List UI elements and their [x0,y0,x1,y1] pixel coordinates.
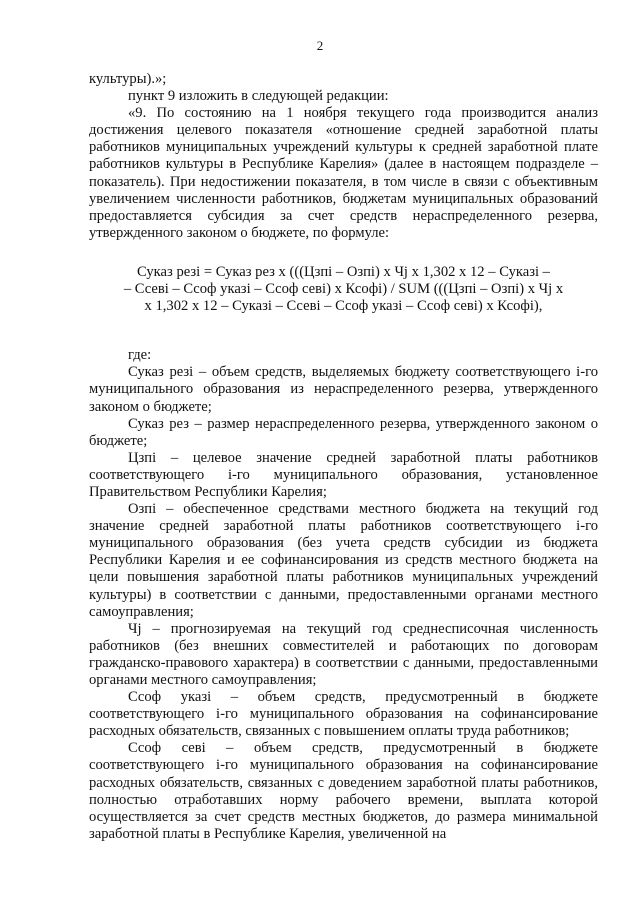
definition: Чj – прогнозируемая на текущий год среднесписочная численность работников (без внешних совместителей и работающих по договорам гражданско-правового характера) в соответствии с данными, предоставленными органами местного самоуправления; [89,620,598,688]
definition: Суказ резi – объем средств, выделяемых бюджету соответствующего i-го муниципального образования из нераспределенного резерва, утвержденного законом о бюджете; [89,364,598,415]
paragraph: культуры).»; [89,71,167,87]
page-number: 2 [316,38,324,53]
paragraph: пункт 9 изложить в следующей редакции: [128,88,389,105]
formula-line: Суказ резi = Суказ рез x (((Цзпi – Озпi) x Чj x 1,302 x 12 – Суказi – [137,263,550,280]
formula [89,264,598,315]
spacer [89,315,598,347]
paragraph: «9. По состоянию на 1 ноября текущего года производится анализ достижения целевого показателя «отношение средней заработной платы работников муниципальных учреждений культуры к средней заработной плате работников культуры в Республике Карелия» (далее в настоящем подразделе – показатель). При недостижении показателя, в том числе в связи с объективным увеличением численности работников, бюджетам муниципальных образований предоставляется субсидия за счет средств нераспределенного резерва, утвержденного законом о бюджете, по формуле: [89,105,598,241]
definition: Цзпi – целевое значение средней заработной платы работников соответствующего i-го муниципального образования, установленное Правительством Республики Карелия; [89,449,598,500]
definition: Суказ рез – размер нераспределенного резерва, утвержденного законом о бюджете; [89,415,598,449]
paragraph: где: [128,347,152,364]
formula-line: x 1,302 x 12 – Суказi – Ссевi – Ссоф указi – Ссоф севi) x Ксофi), [144,298,543,315]
definition: Ссоф севi – объем средств, предусмотренный в бюджете соответствующего i-го муниципального образования на софинансирование расходных обязательств, связанных с доведением заработной платы работников, полностью отработавших норму рабочего времени, выплата которой осуществляется за счет средств местных бюджетов, до размера минимальной заработной платы в Республике Карелия, увеличенной на [89,740,598,842]
formula-line: – Ссевi – Ссоф указi – Ссоф севi) x Ксофi) / SUM (((Цзпi – Озпi) x Чj x [123,281,564,298]
definition: Ссоф указi – объем средств, предусмотренный в бюджете соответствующего i-го муниципального образования на софинансирование расходных обязательств, связанных с повышением оплаты труда работников; [89,689,598,740]
definition: Озпi – обеспеченное средствами местного бюджета на текущий год значение средней заработной платы работников соответствующего i-го муниципального образования (без учета средств субсидии из бюджета Республики Карелия и ее софинансирования из средств местного бюджета на цели повышения заработной платы работников муниципальных учреждений культуры) в соответствии с данными, предоставленными органами местного самоуправления; [89,501,598,620]
document-body [89,71,598,843]
